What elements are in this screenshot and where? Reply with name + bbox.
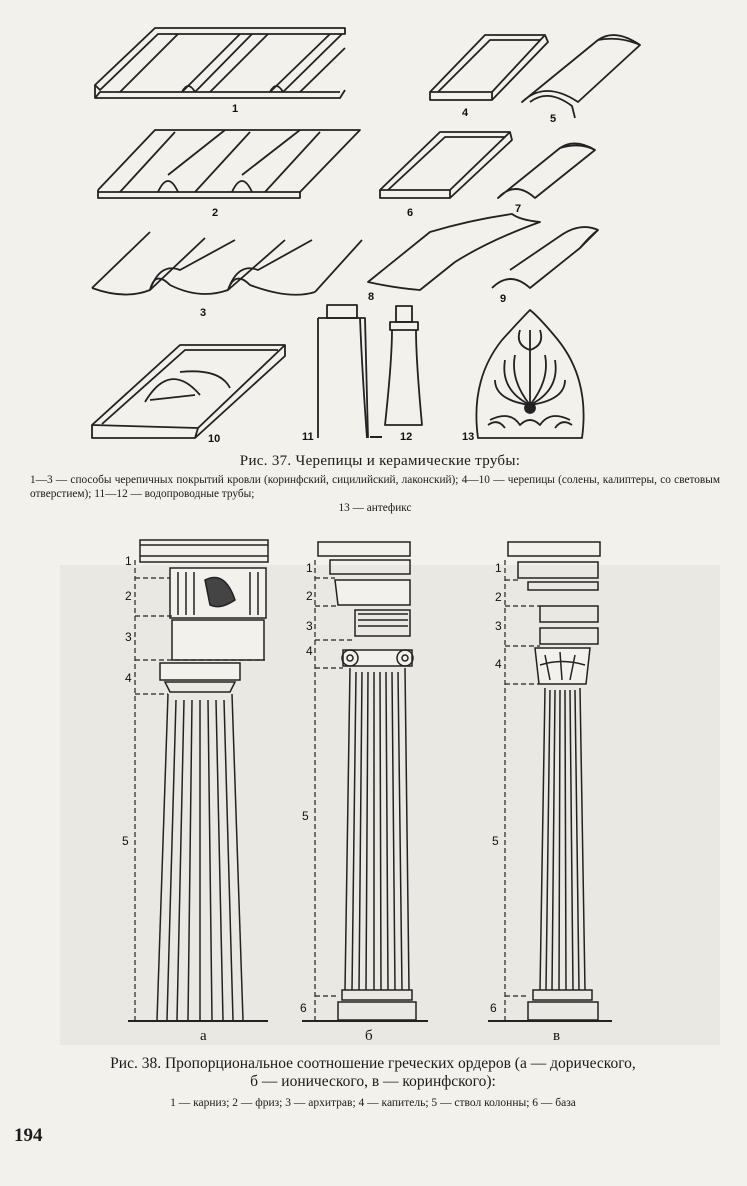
corinthian-label-5: 5	[492, 834, 499, 848]
fig37-num-4: 4	[462, 107, 469, 119]
doric-label-1: 1	[125, 554, 132, 568]
figure-37-legend-line1: 1—3 — способы черепичных покрытий кровли (коринфский, сицилийский, лаконский); 4—10 — черепицы (солены, калиптеры, со световым отверстием); 11—12 — водопроводные трубы;	[30, 474, 720, 500]
doric-label-2: 2	[125, 589, 132, 603]
fig37-num-5: 5	[550, 113, 557, 125]
fig37-num-3: 3	[200, 307, 207, 319]
ionic-tag: б	[365, 1028, 373, 1044]
corinthian-label-4: 4	[495, 657, 502, 671]
figure-38-caption-line1: Рис. 38. Пропорциональное соотношение греческих ордеров (а — дорического,	[110, 1055, 636, 1072]
doric-label-3: 3	[125, 630, 132, 644]
corinthian-label-3: 3	[495, 619, 502, 633]
fig37-num-7: 7	[515, 203, 522, 215]
fig37-num-12: 12	[400, 431, 413, 443]
ionic-label-6: 6	[300, 1001, 307, 1015]
ionic-label-2: 2	[306, 589, 313, 603]
fig37-num-13: 13	[462, 431, 475, 443]
fig37-num-9: 9	[500, 293, 507, 305]
page-number: 194	[14, 1125, 43, 1146]
corinthian-label-2: 2	[495, 590, 502, 604]
figure-38-caption-line2: б — ионического, в — коринфского):	[250, 1073, 496, 1090]
doric-label-5: 5	[122, 834, 129, 848]
figure-37-legend-line2: 13 — антефикс	[338, 502, 412, 514]
figure-38-caption	[28, 1055, 718, 1091]
fig37-num-8: 8	[368, 291, 375, 303]
fig37-num-6: 6	[407, 207, 414, 219]
corinthian-label-6: 6	[490, 1001, 497, 1015]
ionic-label-1: 1	[306, 561, 313, 575]
ionic-label-3: 3	[306, 619, 313, 633]
doric-label-4: 4	[125, 671, 132, 685]
doric-tag: а	[200, 1028, 207, 1044]
fig37-num-1: 1	[232, 103, 239, 115]
figure-38-legend: 1 — карниз; 2 — фриз; 3 — архитрав; 4 — капитель; 5 — ствол колонны; 6 — база	[170, 1097, 576, 1109]
fig37-num-10: 10	[208, 433, 221, 445]
ionic-label-4: 4	[306, 644, 313, 658]
corinthian-label-1: 1	[495, 561, 502, 575]
fig37-num-2: 2	[212, 207, 219, 219]
fig37-num-11: 11	[302, 431, 314, 443]
corinthian-tag: в	[553, 1028, 561, 1044]
ionic-label-5: 5	[302, 809, 309, 823]
figure-37-caption: Рис. 37. Черепицы и керамические трубы:	[239, 453, 521, 469]
